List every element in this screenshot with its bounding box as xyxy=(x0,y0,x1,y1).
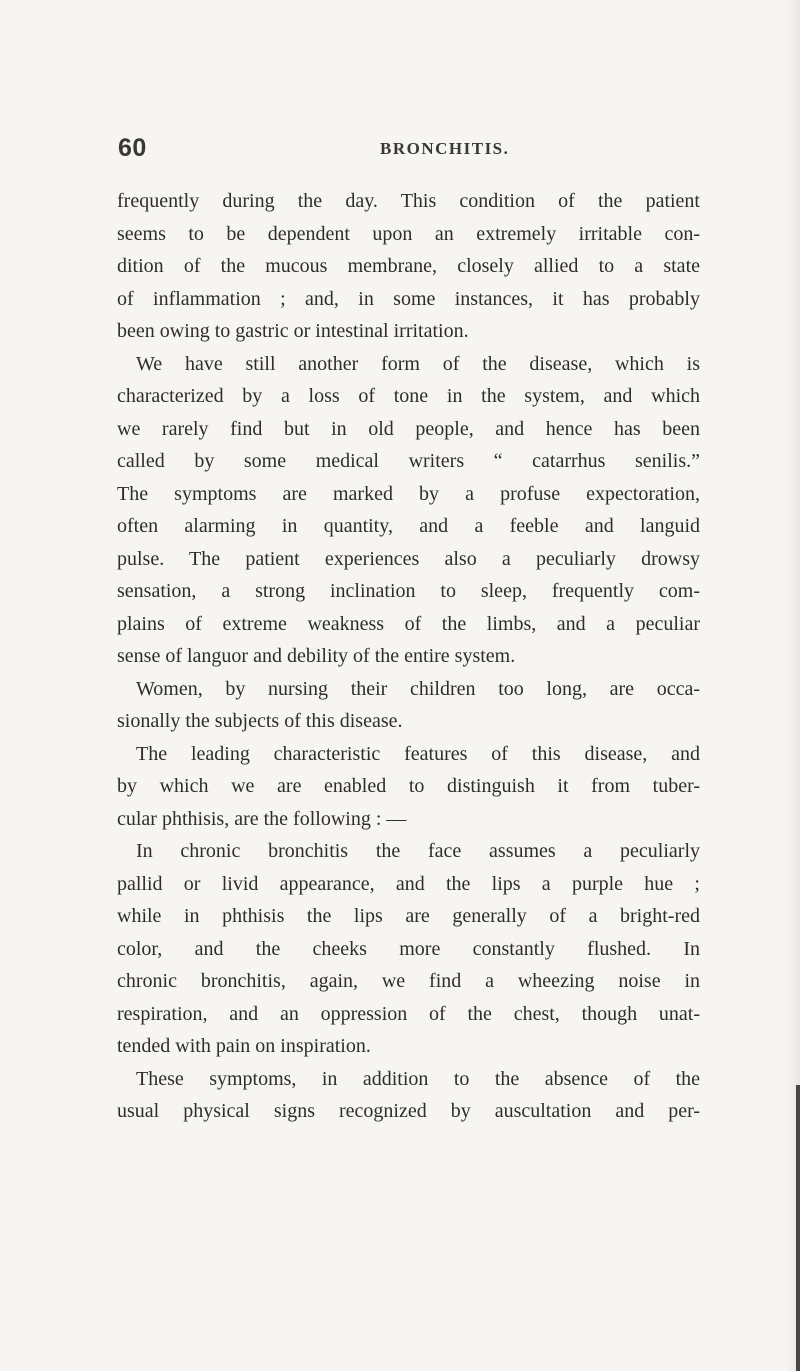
text-line: called by some medical writers “ catarrhus senilis.” xyxy=(117,450,700,472)
text-line: These symptoms, in addition to the absence of the xyxy=(136,1067,700,1090)
running-title: BRONCHITIS. xyxy=(380,139,510,158)
text-line: while in phthisis the lips are generally of a bright-red xyxy=(117,905,700,927)
text-line: In chronic bronchitis the face assumes a peculiarly xyxy=(136,840,700,862)
text-line: been owing to gastric or intestinal irritation. xyxy=(117,320,469,342)
text-line: of inflammation ; and, in some instances, it has probably xyxy=(117,287,700,310)
body-text xyxy=(117,185,700,1128)
text-line: sensation, a strong inclination to sleep, frequently com- xyxy=(117,580,700,602)
running-head xyxy=(118,134,698,166)
text-line: We have still another form of the disease, which is xyxy=(136,352,700,375)
text-line: pallid or livid appearance, and the lips a purple hue ; xyxy=(117,872,700,895)
text-line: plains of extreme weakness of the limbs, and a peculiar xyxy=(117,612,700,635)
page-edge-mark xyxy=(796,1085,800,1371)
text-line: The symptoms are marked by a profuse expectoration, xyxy=(117,482,700,505)
text-line: chronic bronchitis, again, we find a wheezing noise in xyxy=(117,970,700,992)
text-line: seems to be dependent upon an extremely irritable con- xyxy=(117,222,700,245)
text-line: The leading characteristic features of this disease, and xyxy=(136,742,700,765)
text-line: sense of languor and debility of the entire system. xyxy=(117,645,516,667)
page-number: 60 xyxy=(118,134,147,162)
text-line: frequently during the day. This condition of the patient xyxy=(117,190,700,212)
text-line: characterized by a loss of tone in the system, and which xyxy=(117,385,700,407)
text-line: usual physical signs recognized by auscultation and per- xyxy=(117,1100,700,1122)
text-line: often alarming in quantity, and a feeble and languid xyxy=(117,515,700,537)
text-line: pulse. The patient experiences also a peculiarly drowsy xyxy=(117,547,700,570)
text-line: we rarely find but in old people, and hence has been xyxy=(117,417,700,440)
text-line: tended with pain on inspiration. xyxy=(117,1035,371,1057)
text-line: cular phthisis, are the following : — xyxy=(117,807,407,830)
text-line: dition of the mucous membrane, closely allied to a state xyxy=(117,255,700,277)
text-line: sionally the subjects of this disease. xyxy=(117,710,403,732)
text-line: color, and the cheeks more constantly flushed. In xyxy=(117,937,700,960)
text-line: by which we are enabled to distinguish it from tuber- xyxy=(117,775,700,797)
text-line: Women, by nursing their children too long, are occa- xyxy=(136,677,700,700)
text-line: respiration, and an oppression of the chest, though unat- xyxy=(117,1002,700,1025)
